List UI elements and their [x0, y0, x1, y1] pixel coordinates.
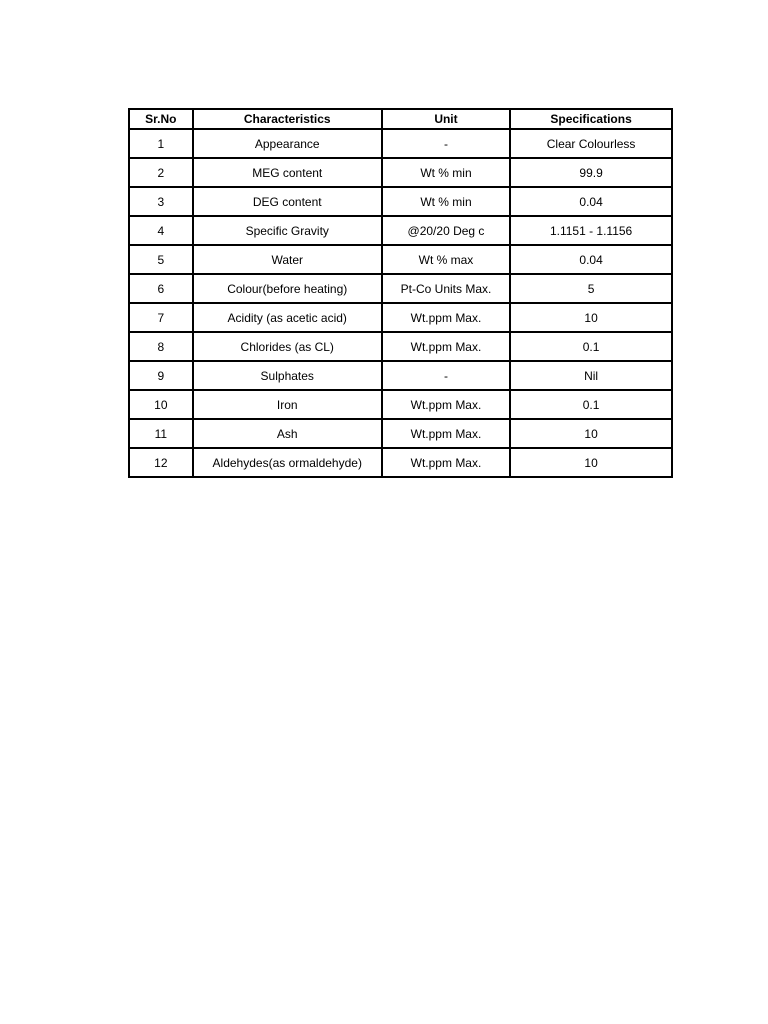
cell-unit: Wt.ppm Max. [382, 448, 510, 477]
cell-specification: 99.9 [510, 158, 672, 187]
cell-unit: Wt % min [382, 187, 510, 216]
cell-sr-no: 4 [129, 216, 193, 245]
table-row [129, 187, 672, 216]
table-row [129, 390, 672, 419]
cell-specification: Nil [510, 361, 672, 390]
table-row [129, 245, 672, 274]
header-sr-no: Sr.No [129, 109, 193, 129]
cell-unit: - [382, 361, 510, 390]
table-body [129, 129, 672, 477]
cell-characteristic: Ash [193, 419, 382, 448]
cell-unit: Wt.ppm Max. [382, 303, 510, 332]
cell-specification: 10 [510, 303, 672, 332]
cell-characteristic: Appearance [193, 129, 382, 158]
cell-characteristic: MEG content [193, 158, 382, 187]
cell-unit: - [382, 129, 510, 158]
cell-specification: 10 [510, 419, 672, 448]
cell-unit: Wt.ppm Max. [382, 332, 510, 361]
cell-sr-no: 11 [129, 419, 193, 448]
specifications-table [128, 108, 673, 478]
cell-sr-no: 5 [129, 245, 193, 274]
cell-sr-no: 12 [129, 448, 193, 477]
cell-sr-no: 6 [129, 274, 193, 303]
cell-characteristic: Specific Gravity [193, 216, 382, 245]
cell-characteristic: Aldehydes(as ormaldehyde) [193, 448, 382, 477]
cell-specification: 0.1 [510, 332, 672, 361]
header-unit: Unit [382, 109, 510, 129]
cell-sr-no: 10 [129, 390, 193, 419]
table-row [129, 361, 672, 390]
table-row [129, 303, 672, 332]
cell-characteristic: Acidity (as acetic acid) [193, 303, 382, 332]
cell-specification: 0.04 [510, 245, 672, 274]
cell-unit: Wt % min [382, 158, 510, 187]
cell-characteristic: Chlorides (as CL) [193, 332, 382, 361]
cell-specification: 0.1 [510, 390, 672, 419]
table-row [129, 419, 672, 448]
header-specifications: Specifications [510, 109, 672, 129]
cell-sr-no: 8 [129, 332, 193, 361]
cell-unit: Pt-Co Units Max. [382, 274, 510, 303]
cell-unit: Wt.ppm Max. [382, 419, 510, 448]
table-row [129, 129, 672, 158]
cell-sr-no: 7 [129, 303, 193, 332]
table-row [129, 332, 672, 361]
table-row [129, 216, 672, 245]
cell-sr-no: 2 [129, 158, 193, 187]
cell-unit: @20/20 Deg c [382, 216, 510, 245]
cell-specification: Clear Colourless [510, 129, 672, 158]
cell-unit: Wt % max [382, 245, 510, 274]
cell-characteristic: Sulphates [193, 361, 382, 390]
table-row [129, 448, 672, 477]
table-row [129, 274, 672, 303]
table-row [129, 158, 672, 187]
cell-sr-no: 9 [129, 361, 193, 390]
cell-characteristic: Water [193, 245, 382, 274]
cell-sr-no: 1 [129, 129, 193, 158]
cell-characteristic: Iron [193, 390, 382, 419]
header-characteristics: Characteristics [193, 109, 382, 129]
cell-characteristic: Colour(before heating) [193, 274, 382, 303]
cell-specification: 1.1151 - 1.1156 [510, 216, 672, 245]
cell-specification: 10 [510, 448, 672, 477]
cell-specification: 0.04 [510, 187, 672, 216]
table-header-row [129, 109, 672, 129]
cell-sr-no: 3 [129, 187, 193, 216]
cell-characteristic: DEG content [193, 187, 382, 216]
cell-unit: Wt.ppm Max. [382, 390, 510, 419]
cell-specification: 5 [510, 274, 672, 303]
